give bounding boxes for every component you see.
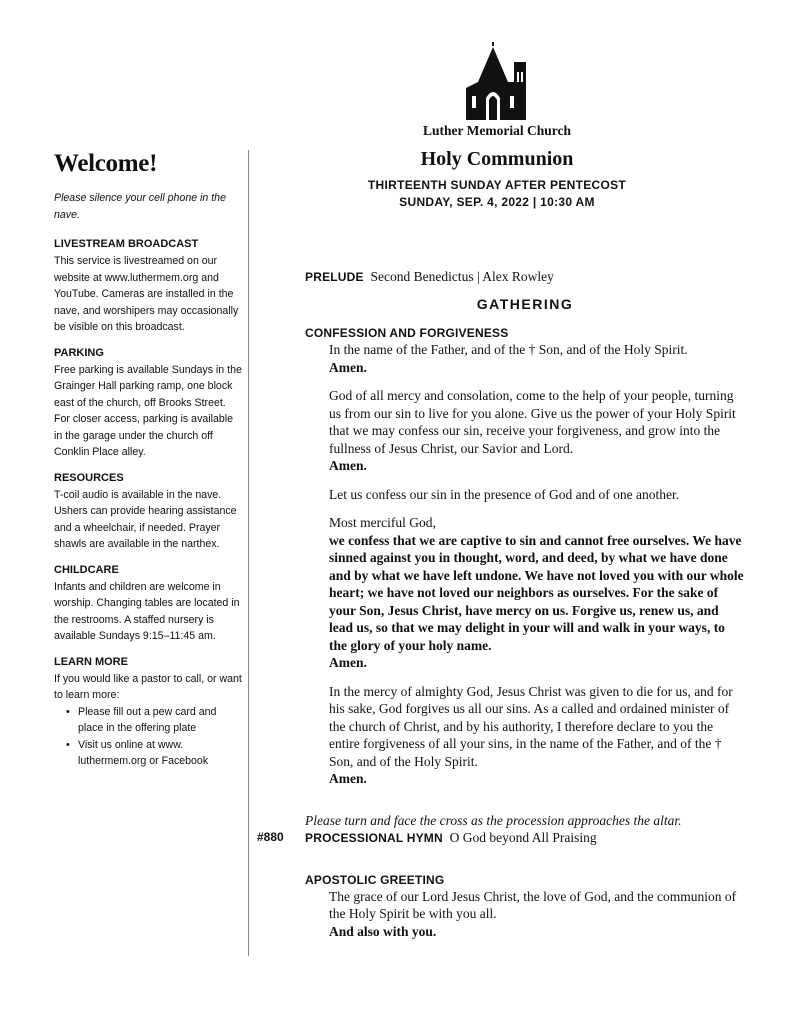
processional-text: O God beyond All Praising xyxy=(449,829,597,845)
prelude-line xyxy=(305,268,745,286)
welcome-title: Welcome! xyxy=(54,150,158,177)
prelude-text: Second Benedictus | Alex Rowley xyxy=(370,269,554,284)
confession-heading: CONFESSION AND FORGIVENESS xyxy=(305,326,509,340)
childcare-heading: CHILDCARE xyxy=(54,563,119,576)
list-item: • Please fill out a pew card and place in the offering plate xyxy=(66,704,242,737)
welcome-sidebar xyxy=(54,150,242,770)
confession-prayer xyxy=(329,387,745,475)
prayer-text: God of all mercy and consolation, come to the help of your people, turning us from our sin to live for you alone. Give us the power of your Holy Spirit that we may confess our sin, receive your forgiveness, and grow into the fullness of Jesus Christ, our Savior and Lord. xyxy=(329,388,736,456)
gathering-heading: GATHERING xyxy=(476,296,574,312)
greeting-text: The grace of our Lord Jesus Christ, the love of God, and the communion of the Holy Spirit be with you all. xyxy=(329,888,737,921)
processional-label: PROCESSIONAL HYMN xyxy=(305,830,443,845)
silence-phone-note: Please silence your cell phone in the nave. xyxy=(54,192,226,221)
response-amen: Amen. xyxy=(329,359,367,375)
resources-heading: RESOURCES xyxy=(54,471,124,484)
church-name: Luther Memorial Church xyxy=(423,123,571,138)
response-amen: Amen. xyxy=(329,655,367,670)
livestream-heading: LIVESTREAM BROADCAST xyxy=(54,238,199,250)
greeting-response: And also with you. xyxy=(329,923,437,939)
column-divider xyxy=(248,150,249,956)
order-of-worship xyxy=(257,268,745,951)
liturgical-sunday: THIRTEENTH SUNDAY AFTER PENTECOST xyxy=(367,178,627,192)
resources-body: T-coil audio is available in the nave. Ushers can provide hearing assistance and a wheelchair, if needed. Prayer shawls are available in the narthex. xyxy=(54,488,237,550)
confession-prayer-congregation xyxy=(329,514,745,672)
learn-more-body: If you would like a pastor to call, or want to learn more: xyxy=(54,672,242,701)
livestream-body: This service is livestreamed on our website at www.luthermem.org and YouTube. Cameras are installed in the nave, and worshipers may occasionally be visible on this broadcast. xyxy=(54,255,239,333)
processional-hymn-line xyxy=(257,829,745,847)
list-item: • Visit us online at www. luthermem.org or Facebook xyxy=(66,737,242,770)
service-date-time: SUNDAY, SEP. 4, 2022 | 10:30 AM xyxy=(399,195,595,209)
absolution xyxy=(329,683,745,788)
confession-invocation xyxy=(329,341,745,376)
confession-invitation: Let us confess our sin in the presence of God and of one another. xyxy=(329,486,680,502)
response-amen: Amen. xyxy=(329,458,367,473)
greeting-heading: APOSTOLIC GREETING xyxy=(305,872,445,887)
apostolic-greeting xyxy=(329,888,745,941)
childcare-body: Infants and children are welcome in worship. Changing tables are located in the restrooms. A staffed nursery is available Sundays 9:15–11:45 am. xyxy=(54,580,240,642)
absolution-text: In the mercy of almighty God, Jesus Christ was given to die for us, and for his sake, God forgives us all our sins. As a called and ordained minister of the church of Christ, and by his authority, I therefore declare to you the entire forgiveness of all your sins, in the name of the Father, and of the † Son, and of the Holy Spirit. xyxy=(329,683,733,769)
invocation-text: In the name of the Father, and of the † Son, and of the Holy Spirit. xyxy=(329,342,688,357)
congregation-confession: we confess that we are captive to sin and cannot free ourselves. We have sinned against you in thought, word, and deed, by what we have done and by what we have left undone. We have not loved you with our whole heart; we have not loved our neighbors as ourselves. For the sake of your Son, Jesus Christ, have mercy on us. Forgive us, renew us, and lead us, so that we may delight in your will and walk in your ways, to the glory of your holy name. xyxy=(329,532,744,653)
hymn-number: #880 xyxy=(257,829,284,844)
parking-heading: PARKING xyxy=(54,346,104,359)
learn-more-list xyxy=(54,704,242,770)
service-title: Holy Communion xyxy=(420,148,574,170)
parking-body: Free parking is available Sundays in the Grainger Hall parking ramp, one block east of the church, off Brooks Street. For closer access, parking is available in the garage under the church off Conklin Place alley. xyxy=(54,363,242,458)
procession-note: Please turn and face the cross as the procession approaches the altar. xyxy=(305,812,682,828)
learn-more-heading: LEARN MORE xyxy=(54,655,128,668)
response-amen: Amen. xyxy=(329,771,367,786)
church-building-icon xyxy=(462,42,530,120)
prelude-label: PRELUDE xyxy=(305,270,364,284)
prayer-intro: Most merciful God, xyxy=(329,515,436,530)
